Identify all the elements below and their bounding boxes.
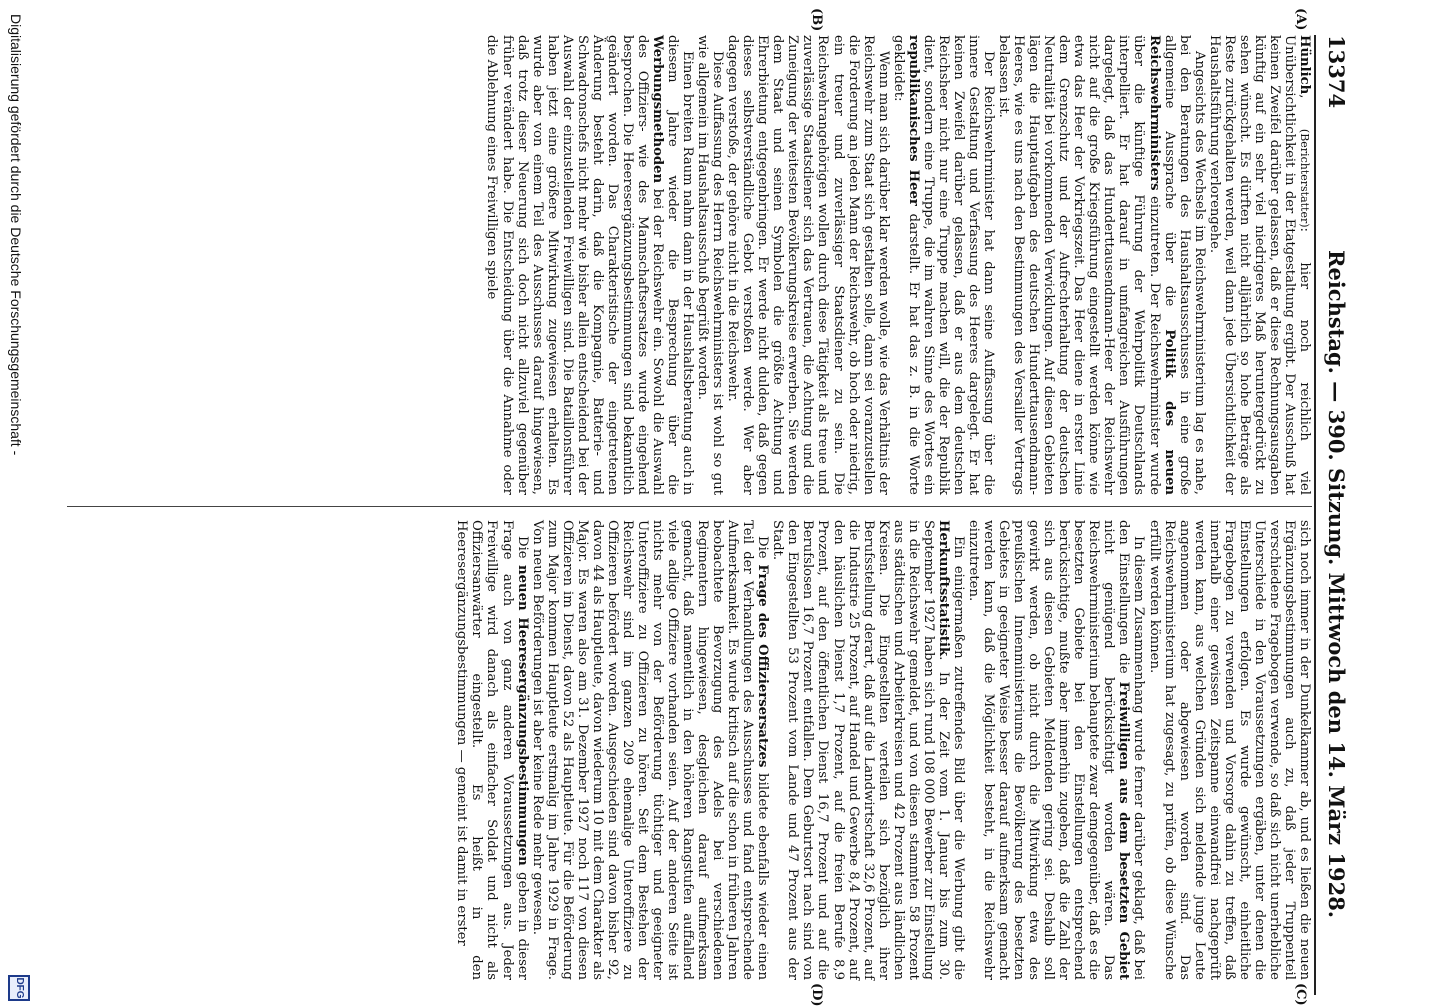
digitization-footer <box>4 0 44 1000</box>
margin-mark-d: (D) <box>809 983 824 1007</box>
paragraph-text: bildete ebenfalls wieder einen Teil der Verhandlungen des Ausschusses und fand entsprechende Aufmerksamkeit. Es wurde kritisch auf die schon in früheren Jahren beobachtete Bevorzugung des Adels bei verschiedenen Regimentern hingewiesen, desgleichen darauf aufmerksam gemacht, daß namentlich in den höheren Rangstufen auffallend viele adlige Offiziere vorhanden seien. Auf der anderen Seite ist nichts mehr von der Beförderung tüchtiger und geeigneter Unteroffiziere zu Offizieren zu hören. Seit dem Bestehen der Reichswehr sind im ganzen 209 ehemalige Unteroffiziere zu Offizieren befördert worden. Ausgeschieden sind davon bisher 92, davon 44 als Hauptleute, davon wiederum 10 mit dem Charakter als Major. Es waren also am 31. Dezember 1927 noch 117 von diesen Offizieren im Dienst, davon 52 als Hauptleute. Für die Beförderung zum Major kommen Hauptleute erstmalig im Jahre 1929 in Frage. Von neuen Beförderungen ist aber keine Rede mehr gewesen. <box>529 520 771 980</box>
speaker-role: (Berichterstatter) <box>1298 128 1311 228</box>
paragraph-text: Der Reichswehrminister hat dann seine Auffassung über die innere Gestaltung und Verfassung des Heeres dargelegt. Er hat keinen Zweifel darüber gelassen, daß er aus dem deutschen Reichsheer nicht nur eine Truppe machen will, die der Republik dient, sondern eine Truppe, die im wahren Sinne des Wortes ein <box>920 35 997 495</box>
paragraph <box>530 520 771 980</box>
paragraph: Diese Auffassung des Herrn Reichswehrministers ist wohl so gut wie allgemein im Haushaltsausschuß begrüßt worden. <box>695 35 726 495</box>
paragraph: sich noch immer in der Dunkelkammer ab, und es ließen die neuen Ergänzungsbestimmungen auch zu, daß jeder Truppenteil verschiedene Fragebogen verwende, so daß sich nicht unerhebliche Unterschiede in den Voraussetzungen ergäben, unter denen die Einstellungen erfolgen. Es wurde gewünscht, einheitliche Fragebogen zu verwenden und Vorsorge dahin zu treffen, daß innerhalb einer gewissen Zeitspanne einwandfrei nachgeprüft werden kann, aus welchen Gründen sich meldende junge Leute angenommen oder abgewiesen worden sind. Das Reichswehrministerium hat zugesagt, zu prüfen, ob diese Wünsche erfüllt werden können. <box>1146 520 1312 980</box>
paragraph-text: Angesichts des Wechsels im Reichswehrministerium lag es nahe, bei den Beratungen des Haushaltsausschusses in eine große allgemeine Aussprache über die <box>1161 35 1207 495</box>
emphasis: neuen Heeresergänzungsbestimmungen <box>514 565 530 866</box>
paragraph <box>454 520 529 980</box>
paragraph <box>966 520 1147 980</box>
emphasis: republikanisches Heer <box>905 35 921 206</box>
header-rule <box>1314 35 1316 995</box>
paragraph-text: : hier noch reichlich viel Unübersichtlichkeit in der Etatgestaltung ergibt. Der Ausschuß hat keinen Zweifel darüber gelassen, daß er diese Rechnungsausgaben künftig auf ein sehr viel niedrigeres Maß heruntergedrückt zu sehen wünscht. Es dürften nicht alljährlich so hohe Beträge als Reste zurückgehalten werden, weil dann jede Übersichtlichkeit der Haushaltsführung verlorengehe. <box>1206 35 1312 495</box>
paragraph-text: . In der Zeit vom 1. Januar bis zum 30. September 1927 haben sich rund 108 000 Bewerber zur Einstellung in die Reichswehr gemeldet, und von diesen stammten 58 Prozent aus städtischen und Arbeiterkreisen und 42 Prozent aus ländlichen Kreisen. Die Eingestellten verteilen sich bezüglich ihrer Berufsstellung derart, daß auf die Landwirtschaft 32,6 Prozent, auf die Industrie 25 Prozent, auf Handel und Gewerbe 8,4 Prozent, auf den häuslichen Dienst 1,7 Prozent, auf die freien Berufe 8,9 Prozent, auf den öffentlichen Dienst 16,7 Prozent und auf die Berufslosen 16,7 Prozent entfallen. Dem Geburtsort nach sind von den Eingestellten 53 Prozent vom Lande und 47 Prozent aus der Stadt. <box>770 520 951 980</box>
paragraph <box>484 35 695 495</box>
left-column <box>484 35 1312 495</box>
emphasis: Frage des Offiziersersatzes <box>755 564 771 768</box>
paragraph: Hünlich, (Berichterstatter): hier noch reichlich viel Unübersichtlichkeit in der Etatgestaltung ergibt. Der Ausschuß hat keinen Zweifel darüber gelassen, daß er diese Rechnungsausgaben künftig auf ein sehr viel niedrigeres Maß heruntergedrückt zu sehen wünscht. Es dürften nicht alljährlich so hohe Beträge als Reste zurückgehalten werden, weil dann jede Übersichtlichkeit der Haushaltsführung verlorengehe. <box>1206 35 1312 495</box>
paragraph-text: darstellt. Er hat das z. B. in die Worte gekleidet: <box>890 35 921 495</box>
paragraph-text: Die <box>514 536 530 565</box>
emphasis: Werbungsmethoden <box>649 35 665 184</box>
paragraph-text: bei der Reichswehr ein. Sowohl die Auswahl des Offiziers- wie des Mannschaftsersatzes wurde eingehend besprochen. Die Heeresergänzungsbestimmungen sind bekanntlich geändert worden. Das Charakteristische der eingetretenen Änderung besteht darin, daß die Kompagnie, Batterie- und Schwadronschefs nicht mehr wie bisher allein entscheidend bei der Auswahl der einzustellenden Freiwilligen sind. Die Bataillonsführer haben jetzt eine größere Mitwirkung zugewiesen erhalten. Es wurde aber von einem Teil des Ausschusses darauf hingewiesen, daß trotz dieser Neuerung sich doch nicht allzuviel gegenüber früher verändert habe. Die Entscheidung über die Annahme oder die Ablehnung eines Freiwilligen spiele <box>484 35 665 495</box>
paragraph-text: nicht genügend berücksichtigt worden wären. Das Reichswehrministerium behauptete zwar demgegenüber, daß es die besetzten Gebiete bei den Einstellungen entsprechend berücksichtige, mußte aber immerhin zugeben, daß die Zahl der sich aus diesen Gebieten Meldenden gering sei. Deshalb soll gewirkt werden, ob nicht durch die Mitwirkung etwa des preußischen Innenministeriums die Bevölkerung des besetzten Gebietes in geeigneter Weise besser darauf aufmerksam gemacht werden kann, daß die Möglichkeit besteht, in die Reichswehr einzutreten. <box>965 520 1117 980</box>
page-number: 13374 <box>1324 35 1349 109</box>
emphasis: Freiwilligen aus dem besetzten Gebiet <box>1116 681 1132 980</box>
paragraph-text: einzutreten. Der Reichswehrminister wurde über die künftige Führung der Wehrpolitik Deutschlands interpelliert. Er hat darauf in umfangreichen Ausführungen dargelegt, daß das Hunderttausendmann-Heer der Reichswehr nicht auf die große Kriegsführung eingestellt werden könne wie etwa das Heer der Vorkriegszeit. Das Heer diene in erster Linie dem Grenzschutz und der Aufrechterhaltung der deutschen Neutralität bei vorkommenden Verwicklungen. Auf diesen Gebieten lägen die Hauptaufgaben des deutschen Hunderttausendmann-Heeres, wie es uns nach den Bestimmungen des Versailler Vertrags belassen ist. <box>996 35 1162 495</box>
margin-mark-a: (A) <box>1293 8 1308 31</box>
dfg-logo: DFG <box>8 975 30 1001</box>
paragraph-text: Die <box>755 536 771 565</box>
paragraph-text: Ein einigermaßen zutreffendes Bild über die Werbung gibt die <box>950 536 966 980</box>
emphasis: Herkunftsstatistik <box>935 520 951 657</box>
right-column <box>454 520 1312 980</box>
emphasis: Politik des neuen Reichswehrministers <box>1146 35 1177 495</box>
speaker-name: Hünlich <box>1297 35 1312 95</box>
page-title: Reichstag. — 390. Sitzung. Mittwoch den 14. März 1928. <box>1324 250 1349 919</box>
paragraph-text: geben in dieser Frage auch von ganz anderen Voraussetzungen aus. Jeder Freiwillige wird danach als einfacher Soldat und nicht als Offiziersanwärter eingestellt. Es heißt in den Heeresergänzungsbestimmungen — gemeint ist damit in erster <box>454 520 530 980</box>
margin-mark-c: (C) <box>1293 983 1308 1006</box>
paragraph <box>996 35 1207 495</box>
paragraph <box>891 35 996 495</box>
footer-text: Digitalisierung gefördert durch die Deutsche Forschungsgemeinschaft - <box>8 14 24 456</box>
paragraph <box>770 520 966 980</box>
quoted-paragraph: Wenn man sich darüber klar werden wolle, wie das Verhältnis der Reichswehr zum Staat sich gestalten solle, dann sei voranzustellen die Forderung an jeden Mann der Reichswehr, ob hoch oder niedrig, ein treuer und zuverlässiger Staatsdiener zu sein. Die Reichswehrangehörigen wollen durch diese Tätigkeit als treue und zuverlässige Staatsdiener sich das Vertrauen, die Achtung und die Zuneigung der weitesten Bevölkerungskreise erwerben. Sie werden dem Staat und seinen Symbolen die größte Achtung und Ehrerbietung entgegenbringen. Er werde nicht dulden, daß gegen dieses selbstverständliche Gebot verstoßen werde. Wer aber dagegen verstoße, der gehöre nicht in die Reichswehr. <box>725 35 891 495</box>
column-divider <box>67 506 1312 507</box>
paragraph-text: Einen breiten Raum nahm dann in der Haushaltsberatung auch in diesem Jahre wieder die Besprechung über die <box>665 35 696 495</box>
paragraph-text: In diesem Zusammenhang wurde ferner darüber geklagt, daß bei den Einstellungen die <box>1116 520 1147 980</box>
margin-mark-b: (B) <box>809 8 824 32</box>
